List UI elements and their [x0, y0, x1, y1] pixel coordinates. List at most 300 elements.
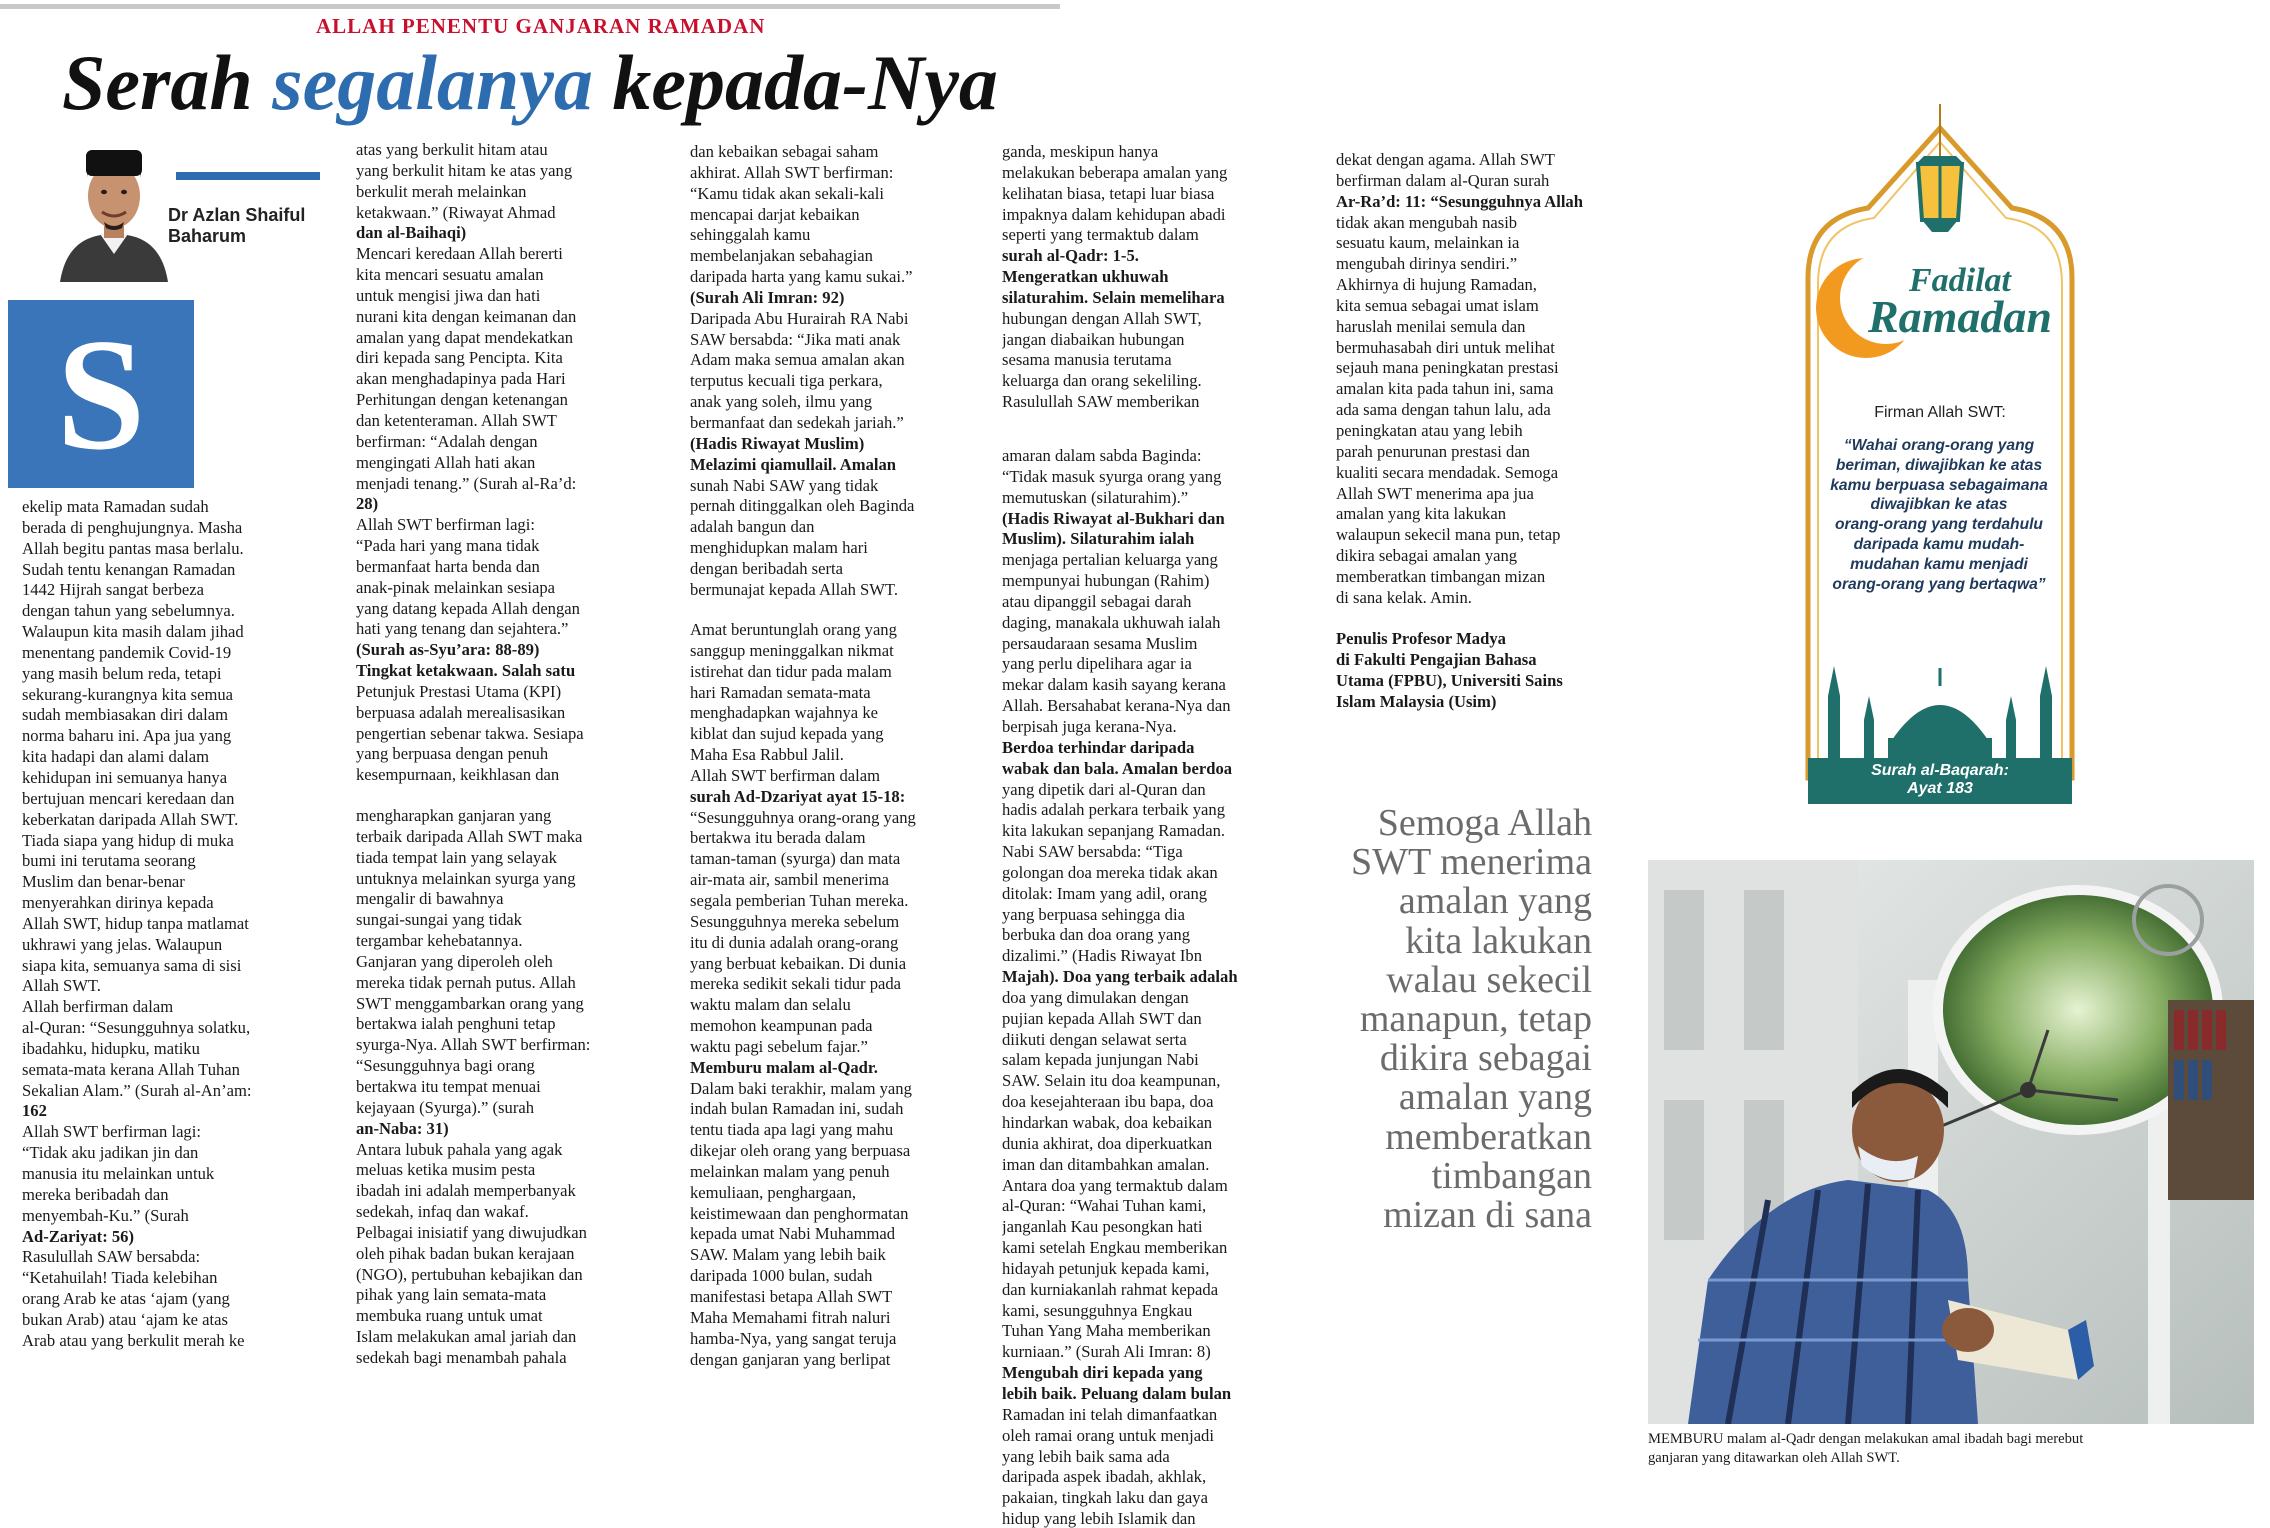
article-line: hidayah petunjuk kepada kami, — [1002, 1258, 1210, 1278]
author-photo — [52, 134, 176, 282]
article-line: waktu malam dan selalu — [690, 995, 851, 1015]
article-line: untuk mengisi jiwa dan hati — [356, 285, 541, 305]
article-line: air-mata air, sambil menerima — [690, 870, 889, 890]
article-line: kejayaan (Syurga).” (surah — [356, 1097, 535, 1117]
article-line: Ganjaran yang diperoleh oleh — [356, 951, 553, 971]
article-line: doa kesejahteraan ibu bapa, doa — [1002, 1092, 1214, 1112]
article-line: Majah). Doa yang terbaik adalah — [1002, 967, 1238, 987]
article-line: sudah membiasakan diri dalam — [22, 705, 228, 725]
pull-quote — [1322, 804, 1592, 1235]
article-column-col2b — [356, 806, 662, 1369]
article-line: doa yang dimulakan dengan — [1002, 987, 1189, 1007]
article-column-col4a — [1002, 142, 1306, 413]
article-line: Dalam baki terakhir, malam yang — [690, 1078, 912, 1098]
article-line: amalan yang dapat mendekatkan — [356, 327, 574, 347]
pull-quote-line: Semoga Allah — [1377, 802, 1592, 844]
article-line: Memburu malam al-Qadr. — [690, 1057, 878, 1077]
article-line: hari Ramadan semata-mata — [690, 682, 871, 702]
article-line: jangan diabaikan hubungan — [1002, 329, 1185, 349]
article-line: Rasulullah SAW memberikan — [1002, 392, 1200, 412]
article-line: Muslim). Silaturahim ialah — [1002, 529, 1195, 549]
article-line: “Pada hari yang mana tidak — [356, 536, 540, 556]
headline-highlight: segalanya — [272, 39, 593, 126]
article-line: Ad-Zariyat: 56) — [22, 1226, 134, 1246]
article-line: hindarkan wabak, doa kebaikan — [1002, 1113, 1213, 1132]
article-line: sunah Nabi SAW yang tidak — [690, 475, 879, 495]
article-line: salam kepada junjungan Nabi — [1002, 1050, 1199, 1070]
photo-caption — [1648, 1430, 2254, 1468]
article-column-col3b — [690, 620, 990, 1370]
article-line: dizalimi.” (Hadis Riwayat Ibn — [1002, 946, 1202, 966]
article-line: terbaik daripada Allah SWT maka — [356, 826, 583, 846]
article-line: mekar dalam kasih sayang kerana — [1002, 675, 1226, 695]
article-line: impaknya dalam kehidupan abadi — [1002, 204, 1226, 224]
article-line: hamba-Nya, yang sangat teruja — [690, 1328, 897, 1348]
article-line: mereka beribadah dan — [22, 1184, 169, 1204]
article-line: kita hadapi dan alami dalam — [22, 747, 210, 767]
article-line: tiada tempat lain yang selayak — [356, 847, 557, 867]
article-line: segala pemberian Tuhan mereka. — [690, 890, 909, 910]
article-line: kami setelah Engkau memberikan — [1002, 1238, 1228, 1258]
article-line: Utama (FPBU), Universiti Sains — [1336, 671, 1563, 691]
article-line: manifestasi betapa Allah SWT — [690, 1287, 893, 1306]
article-line: Allah. Bersahabat kerana-Nya dan — [1002, 696, 1231, 716]
poster-source — [1808, 758, 2072, 804]
article-line: iman dan ditambahkan amalan. — [1002, 1154, 1210, 1174]
article-line: “Tidak masuk syurga orang yang — [1002, 466, 1222, 486]
article-line: mengubah dirinya sendiri.” — [1336, 254, 1518, 274]
article-line: dengan tahun yang sebelumnya. — [22, 601, 235, 621]
article-line: yang dipetik dari al-Quran dan — [1002, 779, 1206, 799]
article-line: yang berpuasa sehingga dia — [1002, 904, 1185, 924]
article-line: dan kebaikan sebagai saham — [690, 142, 879, 161]
article-line: (Hadis Riwayat al-Bukhari dan — [1002, 508, 1225, 528]
article-line: Petunjuk Prestasi Utama (KPI) — [356, 681, 562, 701]
article-line: semata-mata kerana Allah Tuhan — [22, 1059, 240, 1079]
article-line: bertujuan mencari keredaan dan — [22, 788, 235, 808]
pull-quote-line: kita lakukan — [1405, 919, 1592, 962]
article-line: Mengeratkan ukhuwah — [1002, 267, 1169, 287]
article-line: hubungan dengan Allah SWT, — [1002, 308, 1202, 328]
article-line: Islam melakukan amal jariah dan — [356, 1327, 577, 1347]
article-line: dekat dengan agama. Allah SWT — [1336, 150, 1555, 169]
article-line: silaturahim. Selain memelihara — [1002, 287, 1225, 307]
article-line: taman-taman (syurga) dan mata — [690, 849, 901, 869]
article-column-col1 — [22, 497, 322, 1352]
article-line: hadis adalah perkara terbaik yang — [1002, 800, 1225, 820]
article-line: Mencari keredaan Allah bererti — [356, 244, 563, 264]
article-line: Allah begitu pantas masa berlalu. — [22, 538, 244, 558]
article-line: Melazimi qiamullail. Amalan — [690, 454, 897, 474]
article-line: nurani kita dengan keimanan dan — [356, 306, 577, 326]
article-line: yang masih belum reda, tetapi — [22, 663, 222, 683]
author-name-line1: Dr Azlan Shaiful — [168, 205, 306, 225]
article-line: menjaga pertalian keluarga yang — [1002, 550, 1218, 570]
article-line: (Hadis Riwayat Muslim) — [690, 433, 865, 453]
article-line: memohon keampunan pada — [690, 1016, 873, 1036]
caption-line1: MEMBURU malam al-Qadr dengan melakukan amal ibadah bagi merebut — [1648, 1431, 2084, 1447]
article-line: bermuhasabah diri untuk melihat — [1336, 337, 1555, 357]
pull-quote-line: manapun, tetap — [1359, 998, 1592, 1041]
article-line: untuknya melainkan syurga yang — [356, 868, 576, 888]
article-line: “Ketahuilah! Tiada kelebihan — [22, 1268, 218, 1288]
article-line: anak yang soleh, ilmu yang — [690, 392, 873, 412]
article-line: ketakwaan.” (Riwayat Ahmad — [356, 202, 556, 222]
article-line: Sudah tentu kenangan Ramadan — [22, 559, 236, 579]
article-line: Penulis Profesor Madya — [1336, 629, 1506, 649]
article-line: Nabi SAW bersabda: “Tiga — [1002, 842, 1183, 862]
article-line: kehidupan ini semuanya hanya — [22, 767, 228, 787]
article-line: Ramadan ini telah dimanfaatkan — [1002, 1404, 1218, 1424]
article-line: Tiada siapa yang hidup di muka — [22, 830, 234, 850]
article-line: bertakwa ialah penghuni tetap — [356, 1014, 556, 1034]
poster-quote-line: daripada kamu mudah- — [1853, 535, 2025, 553]
article-line: menyerahkan dirinya kepada — [22, 893, 214, 913]
poster-source-line1: Surah al-Baqarah: — [1871, 762, 2009, 779]
pull-quote-line: SWT menerima — [1351, 841, 1592, 884]
article-line: ibadahku, hidupku, matiku — [22, 1038, 200, 1058]
article-line: itu di dunia adalah orang-orang — [690, 932, 899, 952]
article-line: ukhrawi yang jelas. Walaupun — [22, 934, 223, 954]
article-line: kepada umat Nabi Muhammad — [690, 1224, 896, 1244]
article-line: bermanfaat harta benda dan — [356, 556, 540, 576]
article-line: ada sama dengan tahun lalu, ada — [1336, 400, 1551, 420]
article-column-col2a — [356, 140, 662, 786]
article-line: “Sesungguhnya bagi orang — [356, 1056, 535, 1076]
article-line: SAW. Malam yang lebih baik — [690, 1245, 886, 1265]
article-line: mengalir di bawahnya — [356, 889, 504, 909]
article-line: “Kamu tidak akan sekali-kali — [690, 183, 884, 203]
article-line: memutuskan (silaturahim).” — [1002, 487, 1189, 507]
article-line: sedekah, infaq dan wakaf. — [356, 1202, 529, 1222]
article-line: Mengubah diri kepada yang — [1002, 1363, 1203, 1383]
article-line: menjadi tenang.” (Surah al-Ra’d: — [356, 473, 577, 493]
article-line: Islam Malaysia (Usim) — [1336, 691, 1497, 711]
article-line: bukan Arab) atau ‘ajam ke atas — [22, 1309, 228, 1329]
poster-subtitle: Firman Allah SWT: — [1874, 404, 2006, 421]
article-line: Sesungguhnya mereka sebelum — [690, 911, 900, 931]
article-line: yang berkulit hitam ke atas yang — [356, 160, 573, 180]
top-rule — [0, 4, 1060, 9]
article-line: 28) — [356, 494, 379, 514]
article-line: Maha Memahami fitrah naluri — [690, 1307, 891, 1327]
pull-quote-line: amalan yang — [1398, 880, 1592, 923]
article-line: persaudaraan sesama Muslim — [1002, 633, 1198, 653]
article-line: menyembah-Ku.” (Surah — [22, 1205, 189, 1225]
article-line: sungai-sungai yang tidak — [356, 910, 522, 930]
article-line: an-Naba: 31) — [356, 1118, 449, 1138]
article-line: mempunyai hubungan (Rahim) — [1002, 571, 1210, 591]
article-line: berfirman dalam al-Quran surah — [1336, 170, 1550, 190]
mosque-photo — [1648, 860, 2254, 1424]
article-line: indah bulan Ramadan ini, sudah — [690, 1099, 904, 1119]
article-line: Antara doa yang termaktub dalam — [1002, 1175, 1228, 1195]
author-name — [168, 205, 305, 247]
article-column-col5 — [1336, 150, 1636, 713]
caption-line2: ganjaran yang ditawarkan oleh Allah SWT. — [1648, 1450, 1900, 1466]
article-line: SAW. Selain itu doa keampunan, — [1002, 1071, 1221, 1091]
article-line: dan ketenteraman. Allah SWT — [356, 410, 557, 430]
pull-quote-line: walau sekecil — [1386, 958, 1592, 1001]
article-line: waktu pagi sebelum fajar.” — [690, 1036, 868, 1056]
article-line: hati yang tenang dan sejahtera.” — [356, 619, 569, 639]
article-line: ekelip mata Ramadan sudah — [22, 497, 209, 516]
article-line: daripada aspek ibadah, akhlak, — [1002, 1467, 1207, 1487]
article-line: seperti yang termaktub dalam — [1002, 225, 1199, 245]
article-line: mencapai darjat kebaikan — [690, 204, 860, 224]
article-line: yang datang kepada Allah dengan — [356, 598, 580, 618]
article-line: kesempurnaan, keikhlasan dan — [356, 765, 560, 785]
article-line: sehinggalah kamu — [690, 225, 811, 245]
article-line: janganlah Kau pesongkan hati — [1002, 1217, 1203, 1237]
article-line: kita mencari sesuatu amalan — [356, 265, 544, 285]
poster-quote-line: kamu berpuasa sebagaimana — [1830, 476, 2048, 494]
poster-title2: Ramadan — [1867, 291, 2053, 342]
article-line: akan menghadapinya pada Hari — [356, 369, 566, 389]
article-line: akhirat. Allah SWT berfirman: — [690, 162, 894, 182]
article-line: Allah SWT menerima apa jua — [1336, 483, 1534, 503]
article-line: (NGO), pertubuhan kebajikan dan — [356, 1264, 583, 1284]
article-line: (Surah Ali Imran: 92) — [690, 287, 845, 307]
article-line: keluarga dan orang sekeliling. — [1002, 371, 1202, 391]
headline-part2: kepada-Nya — [592, 39, 998, 126]
article-line: adalah bangun dan — [690, 517, 815, 537]
article-line: bermanfaat dan sedekah jariah.” — [690, 412, 904, 432]
article-line: mengharapkan ganjaran yang — [356, 806, 552, 825]
article-line: surah al-Qadr: 1-5. — [1002, 246, 1139, 266]
drop-cap: S — [8, 300, 194, 488]
article-line: tergambar kehebatannya. — [356, 931, 523, 951]
mosque-silhouette-icon — [1808, 600, 2072, 780]
article-line: melainkan malam yang penuh — [690, 1161, 890, 1181]
article-line: sesama manusia terutama — [1002, 350, 1172, 370]
article-line: dan kurniakanlah rahmat kepada — [1002, 1279, 1219, 1299]
article-line: terputus kecuali tiga perkara, — [690, 371, 883, 391]
poster-quote-line: orang-orang yang bertaqwa” — [1832, 575, 2046, 593]
article-line: Allah SWT. — [22, 976, 101, 996]
article-line — [1336, 609, 1636, 630]
article-line: Rasulullah SAW bersabda: — [22, 1247, 201, 1267]
article-line: hidup yang lebih Islamik dan — [1002, 1509, 1196, 1528]
article-line: istirehat dan tidur pada malam — [690, 661, 892, 681]
article-line: Akhirnya di hujung Ramadan, — [1336, 275, 1537, 295]
pull-quote-line: timbangan — [1431, 1154, 1592, 1197]
article-line: Allah SWT berfirman dalam — [690, 765, 881, 785]
article-line: bermunajat kepada Allah SWT. — [690, 579, 898, 599]
article-line: berada di penghujungnya. Masha — [22, 517, 243, 537]
article-line: dikira sebagai amalan yang — [1336, 546, 1518, 566]
article-line: sedekah bagi menambah pahala — [356, 1347, 567, 1367]
article-line: keistimewaan dan penghormatan — [690, 1203, 909, 1223]
article-line: kiblat dan sujud kepada yang — [690, 724, 884, 744]
article-line: tidak akan mengubah nasib — [1336, 212, 1518, 232]
article-line: siapa kita, semuanya sama di sisi — [22, 955, 242, 975]
article-line: ditolak: Imam yang adil, orang — [1002, 883, 1208, 903]
article-line: Perhitungan dengan ketenangan — [356, 390, 568, 410]
article-line: yang berbuat kebaikan. Di dunia — [690, 953, 907, 973]
article-line: oleh ramai orang untuk menjadi — [1002, 1425, 1214, 1445]
poster-source-line2: Ayat 183 — [1907, 780, 1973, 797]
article-line: Amat beruntunglah orang yang — [690, 620, 897, 639]
article-line: dunia akhirat, doa diperkuatkan — [1002, 1133, 1213, 1153]
article-column-col3a — [690, 142, 990, 601]
article-line: 1442 Hijrah sangat berbeza — [22, 580, 204, 600]
article-line: berbuka dan doa orang yang — [1002, 925, 1190, 945]
pull-quote-line: dikira sebagai — [1379, 1037, 1592, 1080]
article-line: haruslah menilai semula dan — [1336, 316, 1526, 336]
article-line: SAW bersabda: “Jika mati anak — [690, 329, 901, 349]
article-line: Berdoa terhindar daripada — [1002, 737, 1195, 757]
article-line: Allah SWT berfirman lagi: — [356, 515, 535, 535]
article-line: dengan beribadah serta — [690, 558, 843, 578]
article-line: kami, sesungguhnya Engkau — [1002, 1300, 1193, 1320]
article-line: lebih baik. Peluang dalam bulan — [1002, 1383, 1232, 1403]
article-line: orang Arab ke atas ‘ajam (yang — [22, 1289, 230, 1309]
article-line: atas yang berkulit hitam atau — [356, 140, 548, 159]
article-line: membuka ruang untuk umat — [356, 1306, 543, 1326]
article-line: Arab atau yang berkulit merah ke — [22, 1330, 245, 1350]
article-line: pujian kepada Allah SWT dan — [1002, 1008, 1202, 1028]
article-line: ganda, meskipun hanya — [1002, 142, 1159, 161]
article-line: pihak yang lain semata-mata — [356, 1285, 547, 1305]
article-line: dengan ganjaran yang berlipat — [690, 1349, 891, 1369]
article-line: Maha Esa Rabbul Jalil. — [690, 745, 844, 765]
article-line: berkulit merah melainkan — [356, 181, 527, 201]
article-line: “Tidak aku jadikan jin dan — [22, 1143, 199, 1163]
article-line: sanggup meninggalkan nikmat — [690, 640, 894, 660]
article-line: melakukan beberapa amalan yang — [1002, 162, 1228, 182]
article-line: pengertian sebenar takwa. Sesiapa — [356, 723, 584, 743]
article-line: atau dipanggil sebagai darah — [1002, 591, 1192, 611]
article-line: diikuti dengan selawat serta — [1002, 1029, 1187, 1049]
poster-quote — [1808, 436, 2070, 594]
article-line: 162 — [22, 1101, 47, 1121]
article-line: parah penurunan prestasi dan — [1336, 441, 1530, 461]
article-line: sejauh mana peningkatan prestasi — [1336, 358, 1559, 378]
poster-quote-line: orang-orang yang terdahulu — [1835, 516, 2043, 534]
article-line: yang perlu dipelihara agar ia — [1002, 654, 1192, 674]
poster-quote-line: beriman, diwajibkan ke atas — [1835, 456, 2043, 474]
article-line: amalan yang kita lakukan — [1336, 504, 1507, 524]
poster-title1: Fadilat — [1908, 262, 2012, 299]
article-line: (Surah as-Syu’ara: 88-89) — [356, 640, 540, 660]
article-line: yang lebih baik sama ada — [1002, 1446, 1170, 1466]
poster-quote-line: mudahan kamu menjadi — [1850, 555, 2028, 573]
article-line: Tingkat ketakwaan. Salah satu — [356, 661, 576, 681]
article-line: Adam maka semua amalan akan — [690, 350, 905, 370]
article-line: daripada harta yang kamu sukai.” — [690, 267, 913, 287]
article-line: manusia itu melainkan untuk — [22, 1164, 215, 1183]
article-line: mengingati Allah hati akan — [356, 452, 536, 472]
article-line: kita lakukan sepanjang Ramadan. — [1002, 821, 1226, 841]
article-line: meluas ketika musim pesta — [356, 1160, 536, 1180]
article-line: ibadah ini adalah memperbanyak — [356, 1181, 576, 1201]
article-line: anak-pinak melainkan sesiapa — [356, 577, 556, 597]
article-line: menentang pandemik Covid-19 — [22, 642, 232, 662]
article-line: kualiti secara mendadak. Semoga — [1336, 462, 1559, 482]
article-line: di sana kelak. Amin. — [1336, 587, 1472, 607]
article-line: pakaian, tingkah laku dan gaya — [1002, 1488, 1208, 1508]
article-line: memberatkan timbangan mizan — [1336, 566, 1546, 586]
author-name-line2: Baharum — [168, 226, 247, 246]
article-line: Antara lubuk pahala yang agak — [356, 1139, 563, 1159]
article-line: amaran dalam sabda Baginda: — [1002, 446, 1202, 465]
article-line: yang berpuasa dengan penuh — [356, 744, 549, 764]
article-line: syurga-Nya. Allah SWT berfirman: — [356, 1035, 591, 1055]
pull-quote-line: mizan di sana — [1383, 1194, 1592, 1237]
pull-quote-line: memberatkan — [1385, 1115, 1592, 1158]
article-line: daging, manakala ukhuwah ialah — [1002, 612, 1221, 632]
article-line: daripada 1000 bulan, sudah — [690, 1266, 873, 1286]
article-line: peningkatan atau yang lebih — [1336, 420, 1523, 440]
article-line: sesuatu kaum, melainkan ia — [1336, 233, 1520, 253]
article-line: al-Quran: “Wahai Tuhan kami, — [1002, 1196, 1207, 1216]
article-line: “Sesungguhnya orang-orang yang — [690, 807, 916, 827]
article-line: Allah berfirman dalam — [22, 997, 174, 1017]
article-line: mereka tidak pernah putus. Allah — [356, 972, 576, 992]
article-line: tentu tiada apa lagi yang mahu — [690, 1120, 894, 1140]
article-line: dan al-Baihaqi) — [356, 223, 467, 243]
article-line: kelihatan biasa, tetapi luar biasa — [1002, 183, 1215, 203]
article-line: menghidupkan malam hari — [690, 538, 868, 558]
article-line: surah Ad-Dzariyat ayat 15-18: — [690, 786, 906, 806]
article-line: membelanjakan sebahagian — [690, 246, 873, 266]
article-column-col4b — [1002, 446, 1306, 1528]
article-line: Allah SWT, hidup tanpa matlamat — [22, 913, 249, 933]
article-line: walaupun sekecil mana pun, tetap — [1336, 525, 1561, 545]
article-line: sekurang-kurangnya kita semua — [22, 684, 234, 704]
article-line: keberkatan daripada Allah SWT. — [22, 809, 239, 829]
article-line: amalan kita pada tahun ini, sama — [1336, 379, 1554, 399]
article-line: di Fakulti Pengajian Bahasa — [1336, 650, 1537, 670]
article-line: Allah SWT berfirman lagi: — [22, 1122, 201, 1142]
headline — [62, 38, 998, 128]
article-line: bumi ini terutama seorang — [22, 851, 196, 871]
article-line: dikejar oleh orang yang berpuasa — [690, 1141, 911, 1161]
article-line: Pelbagai inisiatif yang diwujudkan — [356, 1222, 587, 1242]
headline-part1: Serah — [62, 39, 273, 126]
article-line: kita semua sebagai umat islam — [1336, 295, 1539, 315]
article-line: Walaupun kita masih dalam jihad — [22, 622, 244, 642]
kicker: ALLAH PENENTU GANJARAN RAMADAN — [316, 14, 766, 38]
article-line: Ar-Ra’d: 11: “Sesungguhnya Allah — [1336, 191, 1583, 211]
article-line: berpisah juga kerana-Nya. — [1002, 716, 1177, 736]
article-line: Daripada Abu Hurairah RA Nabi — [690, 308, 909, 328]
article-line: norma baharu ini. Apa jua yang — [22, 726, 232, 746]
poster-quote-line: diwajibkan ke atas — [1870, 496, 2008, 514]
article-line: kurniaan.” (Surah Ali Imran: 8) — [1002, 1342, 1211, 1362]
article-line: bertakwa itu berada dalam — [690, 828, 866, 848]
article-line: diri kepada sang Pencipta. Kita — [356, 348, 563, 368]
article-line: al-Quran: “Sesungguhnya solatku, — [22, 1018, 251, 1038]
article-line: bertakwa itu tempat menuai — [356, 1076, 541, 1096]
poster-quote-line: “Wahai orang-orang yang — [1843, 437, 2035, 454]
article-line: pernah ditinggalkan oleh Baginda — [690, 496, 915, 516]
article-line: berfirman: “Adalah dengan — [356, 431, 538, 451]
article-line: SWT menggambarkan orang yang — [356, 993, 584, 1013]
article-line: oleh pihak badan bukan kerajaan — [356, 1243, 575, 1263]
article-line: kemuliaan, penghargaan, — [690, 1182, 857, 1202]
article-line: menghadapkan wajahnya ke — [690, 703, 878, 723]
article-line: Sekalian Alam.” (Surah al-An’am: — [22, 1080, 252, 1100]
pull-quote-line: amalan yang — [1398, 1076, 1592, 1119]
article-line: Tuhan Yang Maha memberikan — [1002, 1321, 1211, 1341]
article-line: berpuasa adalah merealisasikan — [356, 702, 566, 722]
article-line: wabak dan bala. Amalan berdoa — [1002, 758, 1233, 778]
article-line: Muslim dan benar-benar — [22, 872, 185, 892]
article-line: golongan doa mereka tidak akan — [1002, 862, 1218, 882]
article-line: mereka sedikit sekali tidur pada — [690, 974, 902, 994]
